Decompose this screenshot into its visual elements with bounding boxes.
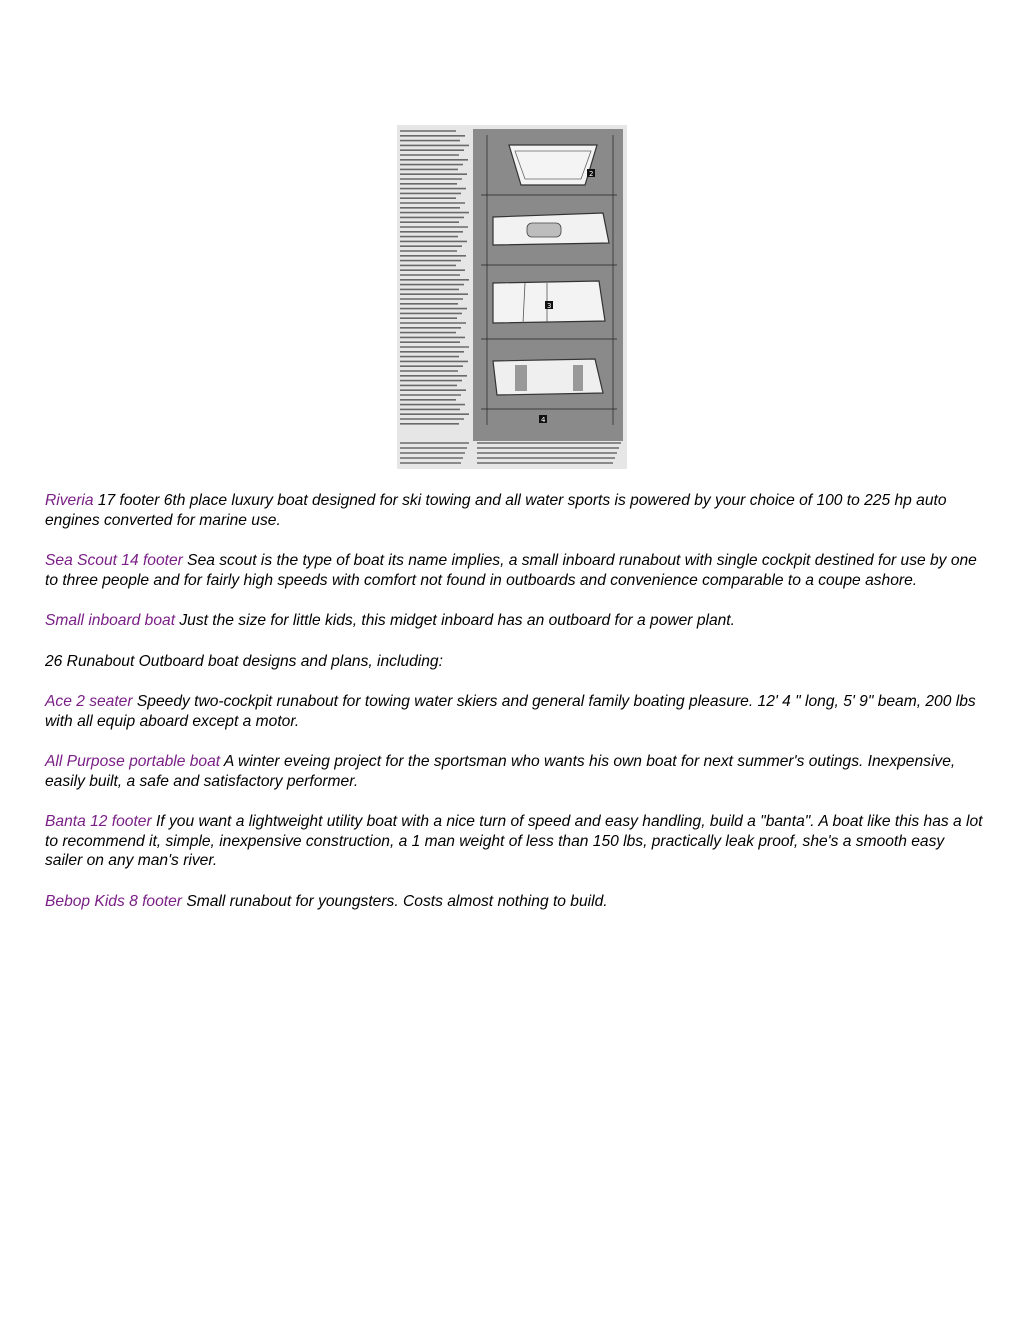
entry-text: 26 Runabout Outboard boat designs and plans, including: xyxy=(45,652,443,670)
link-sea-scout[interactable]: Sea Scout 14 footer xyxy=(45,552,183,569)
hull-section-4 xyxy=(493,359,603,395)
link-ace[interactable]: Ace 2 seater xyxy=(45,693,133,710)
entry-banta xyxy=(45,812,985,871)
entry-all-purpose xyxy=(45,752,985,791)
entry-riveria xyxy=(45,491,985,530)
figure-mark-1: 2 xyxy=(589,170,594,178)
entry-ace xyxy=(45,692,985,731)
entry-text: 17 footer 6th place luxury boat designed for ski towing and all water sports is powered by your choice of 100 to 225 hp auto engines converted for marine use. xyxy=(45,492,947,529)
entry-text: A winter eveing project for the sportsman who wants his own boat for next summer's outings. Inexpensive, easily built, a safe and satisfactory performer. xyxy=(45,753,956,790)
link-banta[interactable]: Banta 12 footer xyxy=(45,813,152,830)
figure-mark-2: 3 xyxy=(547,302,552,310)
entry-text: Sea scout is the type of boat its name implies, a small inboard runabout with single cockpit destined for use by one to three people and for fairly high speeds with comfort not found in outboards and convenience comparable to a coupe ashore. xyxy=(45,552,977,589)
entry-text: Speedy two-cockpit runabout for towing water skiers and general family boating pleasure. 12' 4 " long, 5' 9" beam, 200 lbs with all equip aboard except a motor. xyxy=(45,693,976,730)
link-small-inboard[interactable]: Small inboard boat xyxy=(45,612,176,629)
boat-plans-scan-image xyxy=(397,125,627,469)
boat-descriptions-list xyxy=(45,491,985,932)
entry-bebop xyxy=(45,892,985,912)
entry-text: Just the size for little kids, this midget inboard has an outboard for a power plant. xyxy=(175,612,735,629)
link-all-purpose[interactable]: All Purpose portable boat xyxy=(45,753,221,770)
entry-small-inboard xyxy=(45,611,985,631)
link-riveria[interactable]: Riveria xyxy=(45,492,94,509)
entry-sea-scout xyxy=(45,551,985,590)
boat-plans-drawing xyxy=(397,125,627,469)
entry-text: If you want a lightweight utility boat with a nice turn of speed and easy handling, build a "banta". A boat like this has a lot to recommend it, simple, inexpensive construction, a 1 man weight of less than 150 lbs, practically leak proof, she's a smooth easy sailer on any man's river. xyxy=(45,813,983,869)
link-bebop[interactable]: Bebop Kids 8 footer xyxy=(45,892,182,910)
entry-text: Small runabout for youngsters. Costs almost nothing to build. xyxy=(181,892,608,910)
section-heading-runabout xyxy=(45,652,985,672)
figure-mark-3: 4 xyxy=(541,416,546,424)
